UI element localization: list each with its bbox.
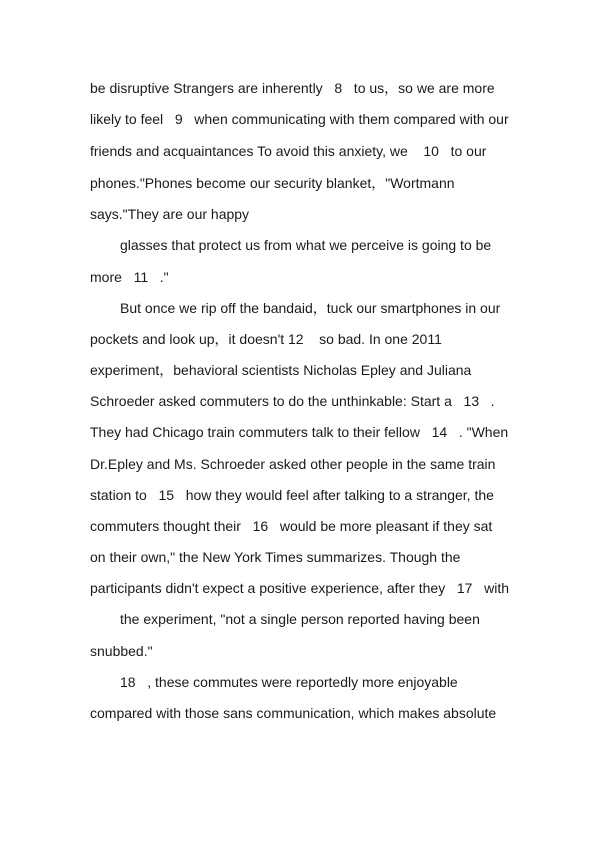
text-line: says."They are our happy	[90, 206, 250, 222]
text-line: friends and acquaintances To avoid this anxiety, we 10 to our	[90, 143, 487, 159]
text-line: Schroeder asked commuters to do the unthinkable: Start a 13 .	[90, 393, 495, 409]
text-line: participants didn't expect a positive experience, after they 17 with	[90, 580, 510, 596]
text-line: glasses that protect us from what we perceive is going to be	[120, 237, 492, 253]
text-line: station to 15 how they would feel after talking to a stranger, the	[90, 487, 494, 503]
text-line: phones."Phones become our security blanket，"Wortmann	[90, 175, 455, 191]
text-line: the experiment, "not a single person reported having been	[120, 611, 480, 627]
text-line: But once we rip off the bandaid，tuck our smartphones in our	[120, 300, 501, 316]
text-line: compared with those sans communication, which makes absolute	[90, 705, 497, 721]
text-line: be disruptive Strangers are inherently 8 to us，so we are more	[90, 80, 495, 96]
text-line: experiment，behavioral scientists Nicholas Epley and Juliana	[90, 362, 472, 378]
text-line: snubbed."	[90, 643, 153, 659]
text-line: on their own," the New York Times summarizes. Though the	[90, 549, 461, 565]
text-line: likely to feel 9 when communicating with them compared with our	[90, 111, 509, 127]
text-line: commuters thought their 16 would be more pleasant if they sat	[90, 518, 493, 534]
text-line: Dr.Epley and Ms. Schroeder asked other people in the same train	[90, 456, 496, 472]
text-line: more 11 ."	[90, 269, 169, 285]
text-line: pockets and look up，it doesn't 12 so bad. In one 2011	[90, 331, 442, 347]
text-line: 18 , these commutes were reportedly more enjoyable	[120, 674, 458, 690]
text-line: They had Chicago train commuters talk to their fellow 14 . "When	[90, 424, 509, 440]
